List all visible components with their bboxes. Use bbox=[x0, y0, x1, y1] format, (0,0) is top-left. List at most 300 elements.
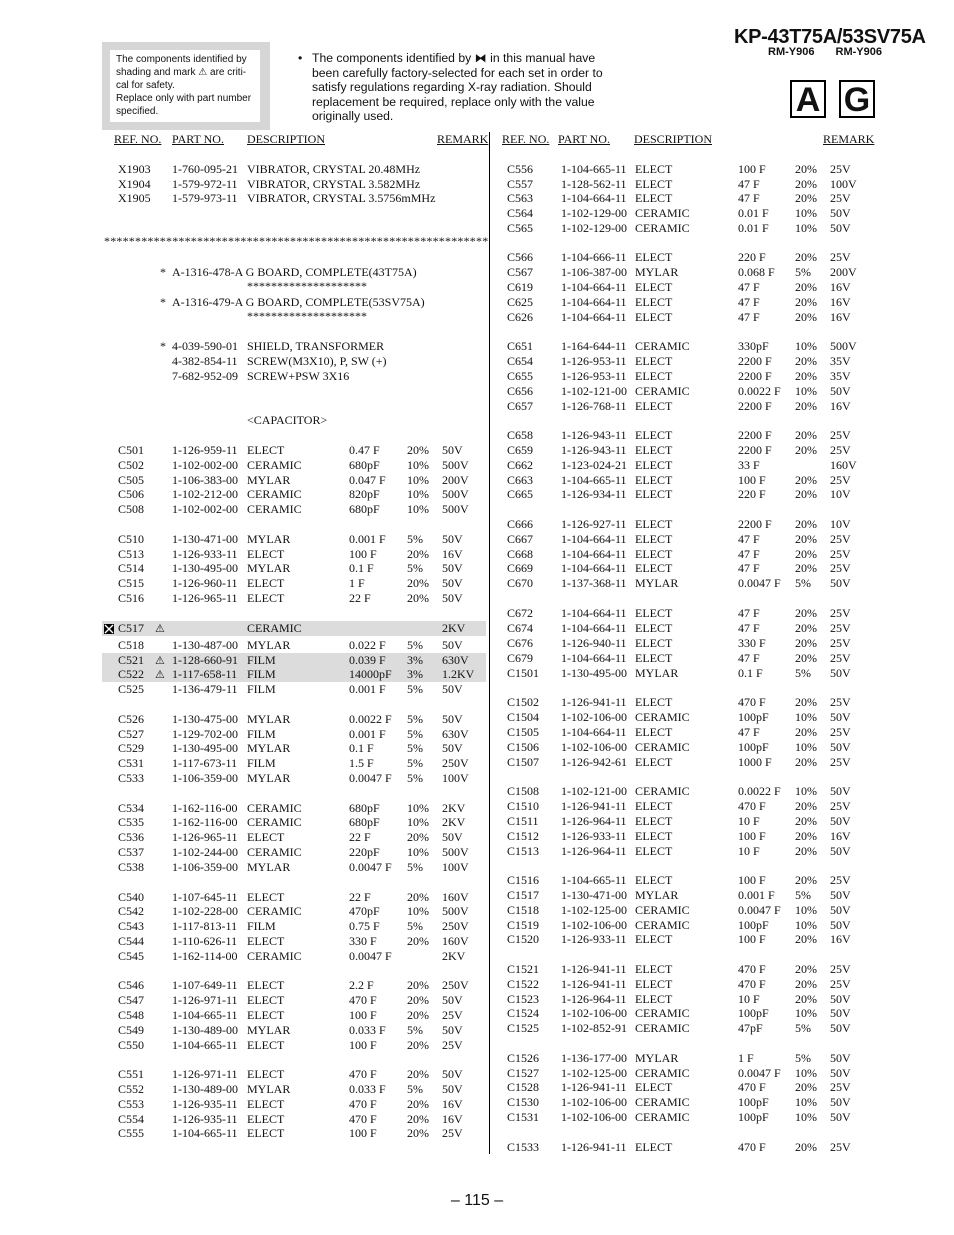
cap-ref: C1505 bbox=[507, 725, 540, 739]
cap-val: 100 F bbox=[738, 932, 766, 946]
cap-volt: 25V bbox=[830, 606, 851, 620]
cap-part: 1-106-383-00 bbox=[172, 473, 238, 487]
cap-tol: 5% bbox=[795, 1051, 811, 1065]
cap-ref: C1517 bbox=[507, 888, 540, 902]
cap-part: 1-126-941-11 bbox=[561, 695, 627, 709]
cap-tol: 20% bbox=[407, 1008, 429, 1022]
capacitor-row bbox=[0, 458, 486, 473]
cap-tol: 10% bbox=[795, 384, 817, 398]
cap-val: 2200 F bbox=[738, 443, 772, 457]
capacitor-row bbox=[0, 756, 486, 771]
cap-ref: C557 bbox=[507, 177, 534, 191]
cap-volt: 100V bbox=[442, 860, 469, 874]
cap-volt: 10V bbox=[830, 517, 851, 531]
board-underline: ******************** bbox=[247, 309, 367, 323]
cap-type: ELECT bbox=[247, 1038, 285, 1052]
cap-tol: 20% bbox=[407, 890, 429, 904]
cap-volt: 16V bbox=[442, 1097, 463, 1111]
cap-ref: C1530 bbox=[507, 1095, 540, 1109]
cap-ref: C1524 bbox=[507, 1006, 540, 1020]
board-star: * bbox=[160, 295, 166, 309]
cap-type: ELECT bbox=[635, 962, 673, 976]
description: VIBRATOR, CRYSTAL 20.48MHz bbox=[247, 162, 421, 176]
cap-tol: 10% bbox=[795, 740, 817, 754]
cap-ref: C525 bbox=[118, 682, 145, 696]
ref-no: X1903 bbox=[118, 162, 151, 176]
board-entry: A-1316-479-A G BOARD, COMPLETE(53SV75A) bbox=[172, 295, 425, 309]
cap-val: 100 F bbox=[349, 1008, 377, 1022]
cap-tol: 3% bbox=[407, 667, 423, 681]
cap-volt: 50V bbox=[830, 221, 851, 235]
cap-type: ELECT bbox=[635, 651, 673, 665]
safety-line: The components identified by bbox=[116, 54, 247, 65]
cap-val: 2200 F bbox=[738, 399, 772, 413]
cap-val: 100 F bbox=[349, 1038, 377, 1052]
capacitor-row bbox=[0, 815, 486, 830]
cap-type: CERAMIC bbox=[635, 339, 690, 353]
cap-ref: C1508 bbox=[507, 784, 540, 798]
cap-val: 100pF bbox=[738, 740, 769, 754]
cap-part: 1-104-664-11 bbox=[561, 651, 627, 665]
cap-volt: 500V bbox=[442, 458, 469, 472]
cap-type: ELECT bbox=[247, 890, 285, 904]
description: VIBRATOR, CRYSTAL 3.582MHz bbox=[247, 177, 421, 191]
cap-volt: 25V bbox=[830, 873, 851, 887]
ref-no: X1905 bbox=[118, 191, 151, 205]
cap-type: CERAMIC bbox=[247, 845, 302, 859]
cap-val: 220 F bbox=[738, 250, 766, 264]
cap-ref: C547 bbox=[118, 993, 145, 1007]
cap-val: 0.0047 F bbox=[349, 860, 392, 874]
cap-part: 1-130-471-00 bbox=[172, 532, 238, 546]
cap-val: 0.068 F bbox=[738, 265, 775, 279]
cap-type: ELECT bbox=[247, 547, 285, 561]
cap-tol: 10% bbox=[795, 1095, 817, 1109]
cap-volt: 25V bbox=[830, 532, 851, 546]
cap-volt: 50V bbox=[830, 1095, 851, 1109]
cap-type: ELECT bbox=[635, 458, 673, 472]
cap-type: CERAMIC bbox=[635, 1110, 690, 1124]
separator: ************************************************************** bbox=[104, 234, 489, 248]
cap-tol: 20% bbox=[795, 162, 817, 176]
cap-ref: C556 bbox=[507, 162, 534, 176]
cap-ref: C508 bbox=[118, 502, 145, 516]
cap-volt: 25V bbox=[830, 443, 851, 457]
cap-volt: 200V bbox=[830, 265, 857, 279]
cap-ref: C553 bbox=[118, 1097, 145, 1111]
cap-type: ELECT bbox=[247, 443, 285, 457]
cap-type: MYLAR bbox=[247, 741, 291, 755]
cap-ref: C619 bbox=[507, 280, 534, 294]
cap-ref: C670 bbox=[507, 576, 534, 590]
cap-tol: 5% bbox=[407, 712, 423, 726]
cap-ref: C565 bbox=[507, 221, 534, 235]
cap-ref: C1507 bbox=[507, 755, 540, 769]
cap-part: 1-128-562-11 bbox=[561, 177, 627, 191]
cap-ref: C1516 bbox=[507, 873, 540, 887]
cap-part: 1-126-933-11 bbox=[561, 932, 627, 946]
cap-ref: C658 bbox=[507, 428, 534, 442]
cap-val: 10 F bbox=[738, 844, 760, 858]
cap-type: ELECT bbox=[635, 755, 673, 769]
cap-part: 1-102-106-00 bbox=[561, 1110, 627, 1124]
cap-tol: 5% bbox=[407, 1082, 423, 1096]
cap-ref: C1526 bbox=[507, 1051, 540, 1065]
cap-volt: 2KV bbox=[442, 621, 466, 635]
cap-tol: 10% bbox=[407, 458, 429, 472]
cap-volt: 50V bbox=[830, 666, 851, 680]
cap-ref: C518 bbox=[118, 638, 145, 652]
cap-tol: 20% bbox=[795, 399, 817, 413]
cap-tol: 20% bbox=[795, 725, 817, 739]
model-title: KP-43T75A/53SV75A bbox=[734, 26, 926, 48]
cap-type: CERAMIC bbox=[635, 1021, 690, 1035]
cap-ref: C550 bbox=[118, 1038, 145, 1052]
cap-val: 100 F bbox=[349, 1126, 377, 1140]
cap-ref: C510 bbox=[118, 532, 145, 546]
cap-type: ELECT bbox=[635, 369, 673, 383]
cap-ref: C625 bbox=[507, 295, 534, 309]
cap-type: FILM bbox=[247, 682, 276, 696]
cap-tol: 5% bbox=[407, 532, 423, 546]
cap-tol: 20% bbox=[795, 992, 817, 1006]
cap-volt: 25V bbox=[442, 1008, 463, 1022]
capacitor-row bbox=[0, 591, 486, 606]
cap-tol: 20% bbox=[407, 1112, 429, 1126]
cap-val: 10 F bbox=[738, 992, 760, 1006]
cap-volt: 500V bbox=[442, 845, 469, 859]
cap-tol: 10% bbox=[407, 815, 429, 829]
cap-val: 470 F bbox=[349, 1067, 377, 1081]
cap-type: ELECT bbox=[635, 295, 673, 309]
cap-val: 2200 F bbox=[738, 369, 772, 383]
cap-part: 1-126-964-11 bbox=[561, 844, 627, 858]
cap-volt: 25V bbox=[830, 162, 851, 176]
cap-volt: 250V bbox=[442, 919, 469, 933]
cap-val: 100pF bbox=[738, 710, 769, 724]
cap-type: ELECT bbox=[635, 443, 673, 457]
cap-volt: 50V bbox=[442, 712, 463, 726]
cap-part: 1-102-106-00 bbox=[561, 1006, 627, 1020]
cap-ref: C513 bbox=[118, 547, 145, 561]
safety-warning-icon: ⚠ bbox=[155, 654, 165, 667]
cap-tol: 20% bbox=[795, 636, 817, 650]
cap-tol: 5% bbox=[407, 1023, 423, 1037]
cap-type: CERAMIC bbox=[635, 740, 690, 754]
cap-volt: 160V bbox=[442, 934, 469, 948]
cap-tol: 20% bbox=[795, 873, 817, 887]
cap-volt: 25V bbox=[830, 621, 851, 635]
cap-type: ELECT bbox=[635, 799, 673, 813]
cap-part: 1-130-475-00 bbox=[172, 712, 238, 726]
cap-val: 47 F bbox=[738, 280, 760, 294]
cap-val: 100 F bbox=[738, 873, 766, 887]
cap-part: 1-126-953-11 bbox=[561, 354, 627, 368]
cap-part: 1-117-813-11 bbox=[172, 919, 238, 933]
cap-tol: 20% bbox=[795, 977, 817, 991]
cap-part: 1-104-664-11 bbox=[561, 547, 627, 561]
cap-tol: 20% bbox=[795, 443, 817, 457]
cap-val: 680pF bbox=[349, 815, 380, 829]
cap-type: ELECT bbox=[635, 517, 673, 531]
cap-type: ELECT bbox=[635, 695, 673, 709]
cap-volt: 16V bbox=[830, 280, 851, 294]
cap-val: 680pF bbox=[349, 801, 380, 815]
capacitor-row bbox=[0, 638, 486, 653]
cap-val: 0.75 F bbox=[349, 919, 380, 933]
cap-val: 100 F bbox=[738, 473, 766, 487]
cap-ref: C1522 bbox=[507, 977, 540, 991]
cap-volt: 50V bbox=[830, 918, 851, 932]
cap-part: 1-102-129-00 bbox=[561, 221, 627, 235]
ref-no: X1904 bbox=[118, 177, 151, 191]
cap-val: 0.1 F bbox=[738, 666, 763, 680]
cap-part: 1-104-664-11 bbox=[561, 191, 627, 205]
cap-volt: 50V bbox=[830, 903, 851, 917]
cap-tol: 20% bbox=[795, 517, 817, 531]
cap-ref: C674 bbox=[507, 621, 534, 635]
cap-part: 1-126-960-11 bbox=[172, 576, 238, 590]
cap-part: 1-110-626-11 bbox=[172, 934, 238, 948]
cap-ref: C543 bbox=[118, 919, 145, 933]
cap-tol: 20% bbox=[795, 487, 817, 501]
cap-ref: C1518 bbox=[507, 903, 540, 917]
cap-ref: C516 bbox=[118, 591, 145, 605]
cap-tol: 10% bbox=[795, 221, 817, 235]
cap-val: 470pF bbox=[349, 904, 380, 918]
cap-ref: C1525 bbox=[507, 1021, 540, 1035]
cap-type: CERAMIC bbox=[635, 903, 690, 917]
capacitor-row bbox=[0, 547, 486, 562]
cap-type: MYLAR bbox=[247, 771, 291, 785]
cap-part: 1-104-665-11 bbox=[561, 873, 627, 887]
cap-val: 47 F bbox=[738, 310, 760, 324]
cap-part: 1-104-665-11 bbox=[561, 473, 627, 487]
cap-val: 0.001 F bbox=[349, 532, 386, 546]
cap-volt: 10V bbox=[830, 487, 851, 501]
cap-val: 470 F bbox=[738, 1140, 766, 1154]
cap-type: ELECT bbox=[635, 280, 673, 294]
cap-part: 1-126-941-11 bbox=[561, 977, 627, 991]
cap-type: ELECT bbox=[635, 532, 673, 546]
cap-tol: 20% bbox=[795, 932, 817, 946]
cap-type: CERAMIC bbox=[635, 384, 690, 398]
cap-tol: 20% bbox=[407, 1038, 429, 1052]
safety-warning-icon: ⚠ bbox=[155, 668, 165, 681]
cap-part: 1-126-965-11 bbox=[172, 830, 238, 844]
safety-line: Replace only with part number bbox=[116, 93, 252, 104]
cap-volt: 160V bbox=[442, 890, 469, 904]
cap-part: 1-126-941-11 bbox=[561, 962, 627, 976]
cap-tol: 10% bbox=[795, 784, 817, 798]
cap-tol: 20% bbox=[795, 561, 817, 575]
cap-val: 47 F bbox=[738, 561, 760, 575]
remark-header: REMARK bbox=[823, 132, 875, 146]
cap-volt: 50V bbox=[442, 1082, 463, 1096]
cap-volt: 50V bbox=[442, 830, 463, 844]
cap-tol: 20% bbox=[795, 191, 817, 205]
ref-header: REF. NO. bbox=[502, 132, 550, 146]
cap-volt: 25V bbox=[830, 636, 851, 650]
cap-type: FILM bbox=[247, 727, 276, 741]
xray-note bbox=[298, 51, 622, 124]
cap-ref: C533 bbox=[118, 771, 145, 785]
cap-ref: C655 bbox=[507, 369, 534, 383]
cap-part: 1-126-971-11 bbox=[172, 993, 238, 1007]
cap-type: ELECT bbox=[635, 473, 673, 487]
cap-ref: C502 bbox=[118, 458, 145, 472]
cap-ref: C1521 bbox=[507, 962, 540, 976]
cap-part: 1-102-106-00 bbox=[561, 710, 627, 724]
cap-val: 470 F bbox=[738, 1080, 766, 1094]
description: SCREW(M3X10), P, SW (+) bbox=[247, 354, 387, 368]
cap-ref: C544 bbox=[118, 934, 145, 948]
cap-part: 1-130-487-00 bbox=[172, 638, 238, 652]
description: VIBRATOR, CRYSTAL 3.5756mMHz bbox=[247, 191, 436, 205]
cap-ref: C534 bbox=[118, 801, 145, 815]
cap-type: ELECT bbox=[247, 1126, 285, 1140]
cap-tol: 5% bbox=[795, 576, 811, 590]
cap-part: 1-104-664-11 bbox=[561, 295, 627, 309]
capacitor-row bbox=[0, 919, 486, 934]
list-item bbox=[0, 191, 489, 206]
cap-volt: 50V bbox=[442, 443, 463, 457]
cap-val: 470 F bbox=[738, 977, 766, 991]
cap-ref: C1510 bbox=[507, 799, 540, 813]
cap-part: 1-130-489-00 bbox=[172, 1023, 238, 1037]
cap-tol: 20% bbox=[795, 1140, 817, 1154]
cap-tol: 20% bbox=[795, 829, 817, 843]
cap-ref: C1527 bbox=[507, 1066, 540, 1080]
cap-val: 470 F bbox=[349, 1097, 377, 1111]
capacitor-row bbox=[0, 576, 486, 591]
cap-type: ELECT bbox=[635, 162, 673, 176]
cap-volt: 50V bbox=[830, 206, 851, 220]
cap-volt: 16V bbox=[442, 547, 463, 561]
cap-volt: 50V bbox=[442, 638, 463, 652]
cap-val: 470 F bbox=[349, 1112, 377, 1126]
cap-val: 100 F bbox=[349, 547, 377, 561]
cap-part: 1-106-359-00 bbox=[172, 860, 238, 874]
cap-part: 1-126-941-11 bbox=[561, 1140, 627, 1154]
cap-tol: 5% bbox=[407, 919, 423, 933]
capacitor-row bbox=[0, 845, 486, 860]
cap-val: 680pF bbox=[349, 502, 380, 516]
cap-volt: 50V bbox=[442, 591, 463, 605]
cap-part: 1-126-971-11 bbox=[172, 1067, 238, 1081]
cap-part: 1-126-942-61 bbox=[561, 755, 627, 769]
cap-val: 47 F bbox=[738, 547, 760, 561]
cap-volt: 50V bbox=[442, 993, 463, 1007]
cap-part: 1-130-495-00 bbox=[172, 561, 238, 575]
cap-volt: 50V bbox=[442, 1023, 463, 1037]
cap-volt: 25V bbox=[830, 755, 851, 769]
cap-ref: C521 bbox=[118, 653, 145, 667]
cap-type: ELECT bbox=[635, 725, 673, 739]
cap-type: MYLAR bbox=[247, 561, 291, 575]
cap-tol: 5% bbox=[407, 771, 423, 785]
cap-val: 0.0047 F bbox=[349, 949, 392, 963]
cap-volt: 50V bbox=[442, 1067, 463, 1081]
bullet: • bbox=[298, 51, 303, 65]
cap-part: 1-126-935-11 bbox=[172, 1097, 238, 1111]
cap-tol: 20% bbox=[407, 576, 429, 590]
cap-tol: 10% bbox=[407, 473, 429, 487]
cap-val: 47 F bbox=[738, 651, 760, 665]
cap-ref: C1533 bbox=[507, 1140, 540, 1154]
cap-type: MYLAR bbox=[635, 888, 679, 902]
cap-tol: 5% bbox=[407, 727, 423, 741]
cap-ref: C659 bbox=[507, 443, 534, 457]
cap-volt: 50V bbox=[830, 1066, 851, 1080]
cap-part: 1-107-649-11 bbox=[172, 978, 238, 992]
cap-volt: 25V bbox=[830, 695, 851, 709]
cap-val: 470 F bbox=[738, 962, 766, 976]
cap-type: CERAMIC bbox=[247, 487, 302, 501]
cap-part: 1-104-664-11 bbox=[561, 280, 627, 294]
cap-volt: 50V bbox=[830, 710, 851, 724]
cap-ref: C517 bbox=[118, 621, 145, 635]
description-header: DESCRIPTION bbox=[247, 132, 326, 146]
cap-type: ELECT bbox=[635, 814, 673, 828]
cap-tol: 20% bbox=[795, 844, 817, 858]
cap-tol: 10% bbox=[407, 801, 429, 815]
cap-tol: 5% bbox=[795, 265, 811, 279]
cap-type: MYLAR bbox=[247, 1023, 291, 1037]
cap-part: 1-126-941-11 bbox=[561, 799, 627, 813]
cap-ref: C526 bbox=[118, 712, 145, 726]
cap-volt: 1.2KV bbox=[442, 667, 475, 681]
cap-part: 1-102-244-00 bbox=[172, 845, 238, 859]
cap-part: 1-106-387-00 bbox=[561, 265, 627, 279]
cap-volt: 50V bbox=[442, 561, 463, 575]
cap-type: ELECT bbox=[247, 1112, 285, 1126]
cap-volt: 50V bbox=[442, 576, 463, 590]
cap-volt: 25V bbox=[830, 250, 851, 264]
cap-tol: 20% bbox=[795, 428, 817, 442]
cap-ref: C566 bbox=[507, 250, 534, 264]
cap-part: 1-102-106-00 bbox=[561, 740, 627, 754]
cap-val: 0.001 F bbox=[738, 888, 775, 902]
capacitor-row bbox=[0, 890, 486, 905]
cap-tol: 20% bbox=[795, 799, 817, 813]
cap-volt: 250V bbox=[442, 978, 469, 992]
cap-val: 2200 F bbox=[738, 428, 772, 442]
cap-val: 0.033 F bbox=[349, 1023, 386, 1037]
cap-val: 47 F bbox=[738, 532, 760, 546]
cap-part: 1-104-665-11 bbox=[561, 162, 627, 176]
part-no: 1-579-973-11 bbox=[172, 191, 238, 205]
cap-part: 1-104-665-11 bbox=[172, 1038, 238, 1052]
cap-ref: C563 bbox=[507, 191, 534, 205]
cap-val: 680pF bbox=[349, 458, 380, 472]
cap-val: 0.022 F bbox=[349, 638, 386, 652]
cap-val: 0.01 F bbox=[738, 221, 769, 235]
cap-val: 0.039 F bbox=[349, 653, 386, 667]
cap-tol: 20% bbox=[407, 1067, 429, 1081]
cap-tol: 10% bbox=[795, 710, 817, 724]
capacitor-row bbox=[0, 561, 486, 576]
cap-volt: 25V bbox=[830, 1080, 851, 1094]
cap-part: 1-104-664-11 bbox=[561, 725, 627, 739]
cap-volt: 50V bbox=[830, 740, 851, 754]
cap-val: 220pF bbox=[349, 845, 380, 859]
capacitor-row bbox=[0, 473, 486, 488]
cap-type: CERAMIC bbox=[247, 904, 302, 918]
cap-part: 1-126-965-11 bbox=[172, 591, 238, 605]
cap-val: 1 F bbox=[738, 1051, 754, 1065]
cap-ref: C679 bbox=[507, 651, 534, 665]
